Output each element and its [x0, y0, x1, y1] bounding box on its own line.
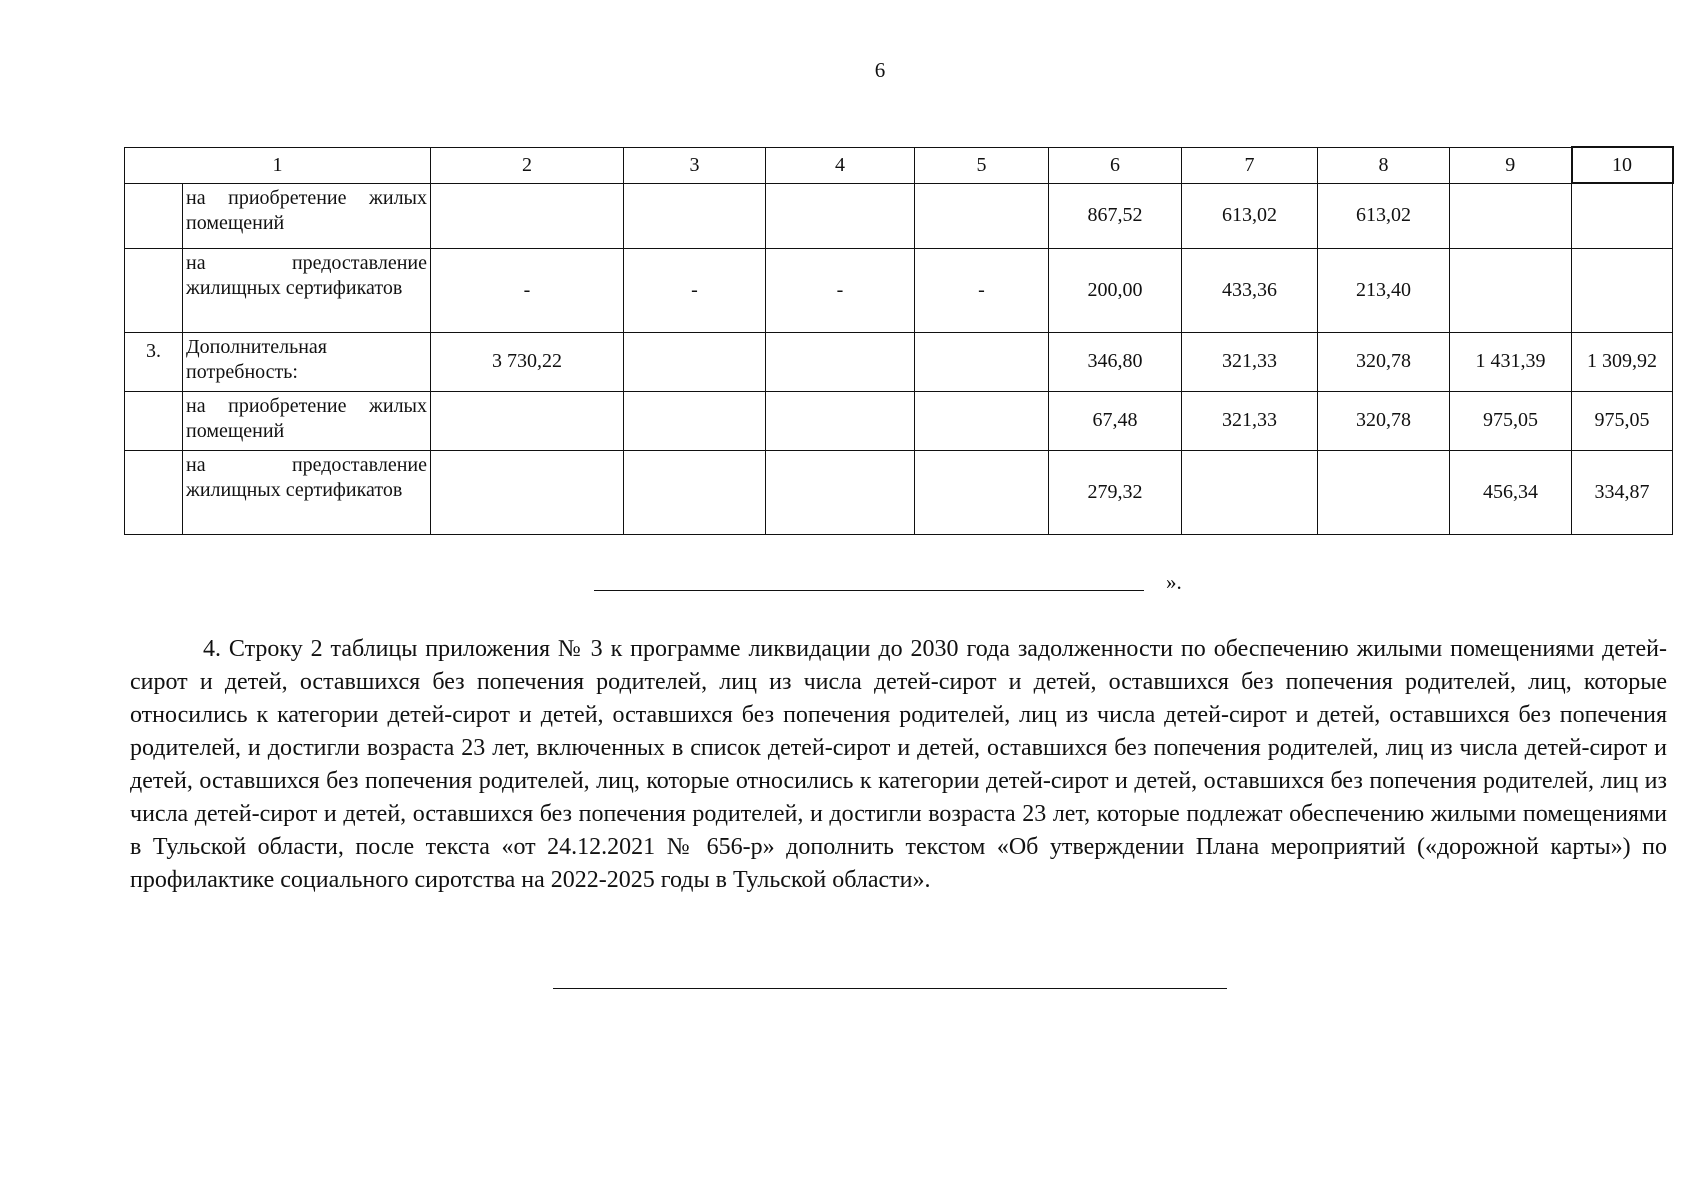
table-header-cell: 7 [1182, 147, 1318, 183]
table-cell [431, 391, 624, 450]
table-cell: 279,32 [1049, 450, 1182, 534]
row-label: на приобретение жилых помещений [183, 183, 431, 248]
row-number [125, 450, 183, 534]
table-cell [915, 183, 1049, 248]
table-cell: - [915, 248, 1049, 332]
closing-quote: ». [1166, 570, 1182, 594]
table-cell: 320,78 [1318, 391, 1450, 450]
table-header-cell: 1 [125, 147, 431, 183]
table-cell [1318, 450, 1450, 534]
row-number [125, 391, 183, 450]
table-cell: 433,36 [1182, 248, 1318, 332]
closing-rule [594, 566, 1144, 591]
table-row [125, 391, 1673, 450]
row-label: на предоставление жилищных сертификатов [183, 248, 431, 332]
table-cell [915, 391, 1049, 450]
table-header-cell: 5 [915, 147, 1049, 183]
table-header-cell: 10 [1572, 147, 1673, 183]
table-header-cell: 8 [1318, 147, 1450, 183]
table-cell [624, 391, 766, 450]
table-cell [624, 183, 766, 248]
table-cell [766, 450, 915, 534]
table-cell: 613,02 [1182, 183, 1318, 248]
table-cell: - [766, 248, 915, 332]
table-cell [766, 183, 915, 248]
table-cell [1572, 248, 1673, 332]
table-cell: 456,34 [1450, 450, 1572, 534]
table-cell: 200,00 [1049, 248, 1182, 332]
table-cell: 613,02 [1318, 183, 1450, 248]
table-cell [1182, 450, 1318, 534]
table-cell: - [431, 248, 624, 332]
table-cell [1450, 183, 1572, 248]
table-cell [624, 332, 766, 391]
table-cell [624, 450, 766, 534]
table-cell [431, 450, 624, 534]
row-number [125, 183, 183, 248]
end-rule [553, 988, 1227, 989]
table-header-cell: 2 [431, 147, 624, 183]
table-row [125, 248, 1673, 332]
row-label: Дополнительная потребность: [183, 332, 431, 391]
table-cell: 321,33 [1182, 332, 1318, 391]
page-number: 6 [874, 58, 886, 82]
table-cell [915, 450, 1049, 534]
table-cell: 1 431,39 [1450, 332, 1572, 391]
table-cell [915, 332, 1049, 391]
table-cell [431, 183, 624, 248]
table-header-cell: 9 [1450, 147, 1572, 183]
row-number: 3. [125, 332, 183, 391]
table-row [125, 183, 1673, 248]
table-cell: - [624, 248, 766, 332]
table-cell: 334,87 [1572, 450, 1673, 534]
row-label: на приобретение жилых помещений [183, 391, 431, 450]
table-cell [766, 391, 915, 450]
table-cell: 67,48 [1049, 391, 1182, 450]
table-cell: 213,40 [1318, 248, 1450, 332]
table-cell: 321,33 [1182, 391, 1318, 450]
table-row [125, 450, 1673, 534]
row-number [125, 248, 183, 332]
table-cell [766, 332, 915, 391]
table-header-cell: 4 [766, 147, 915, 183]
table-header-cell: 3 [624, 147, 766, 183]
table-row [125, 332, 1673, 391]
table-cell [1450, 248, 1572, 332]
table-cell: 346,80 [1049, 332, 1182, 391]
row-label: на предоставление жилищных сертификатов [183, 450, 431, 534]
table-cell [1572, 183, 1673, 248]
table-cell: 867,52 [1049, 183, 1182, 248]
amendment-paragraph: 4. Строку 2 таблицы приложения № 3 к программе ликвидации до 2030 года задолженности по обеспечению жилыми помещениями детей-сирот и детей, оставшихся без попечения родителей, лиц из числа детей-сирот и детей, оставшихся без попечения родителей, лиц, которые относились к категории детей-сирот и детей, оставшихся без попечения родителей, лиц из числа детей-сирот и детей, оставшихся без попечения родителей, и достигли возраста 23 лет, включенных в список детей-сирот и детей, оставшихся без попечения родителей, лиц из числа детей-сирот и детей, оставшихся без попечения родителей, лиц, которые относились к категории детей-сирот и детей, оставшихся без попечения родителей, лиц из числа детей-сирот и детей, оставшихся без попечения родителей, и достигли возраста 23 лет, которые подлежат обеспечению жилыми помещениями в Тульской области, после текста «от 24.12.2021 № 656-р» дополнить текстом «Об утверждении Плана мероприятий («дорожной карты») по профилактике социального сиротства на 2022-2025 годы в Тульской области». [130, 636, 1667, 893]
table-cell: 3 730,22 [431, 332, 624, 391]
table-header-cell: 6 [1049, 147, 1182, 183]
table-cell: 320,78 [1318, 332, 1450, 391]
table-cell: 1 309,92 [1572, 332, 1673, 391]
table-cell: 975,05 [1450, 391, 1572, 450]
table-header-row [125, 147, 1673, 183]
table-cell: 975,05 [1572, 391, 1673, 450]
data-table [124, 146, 1674, 535]
